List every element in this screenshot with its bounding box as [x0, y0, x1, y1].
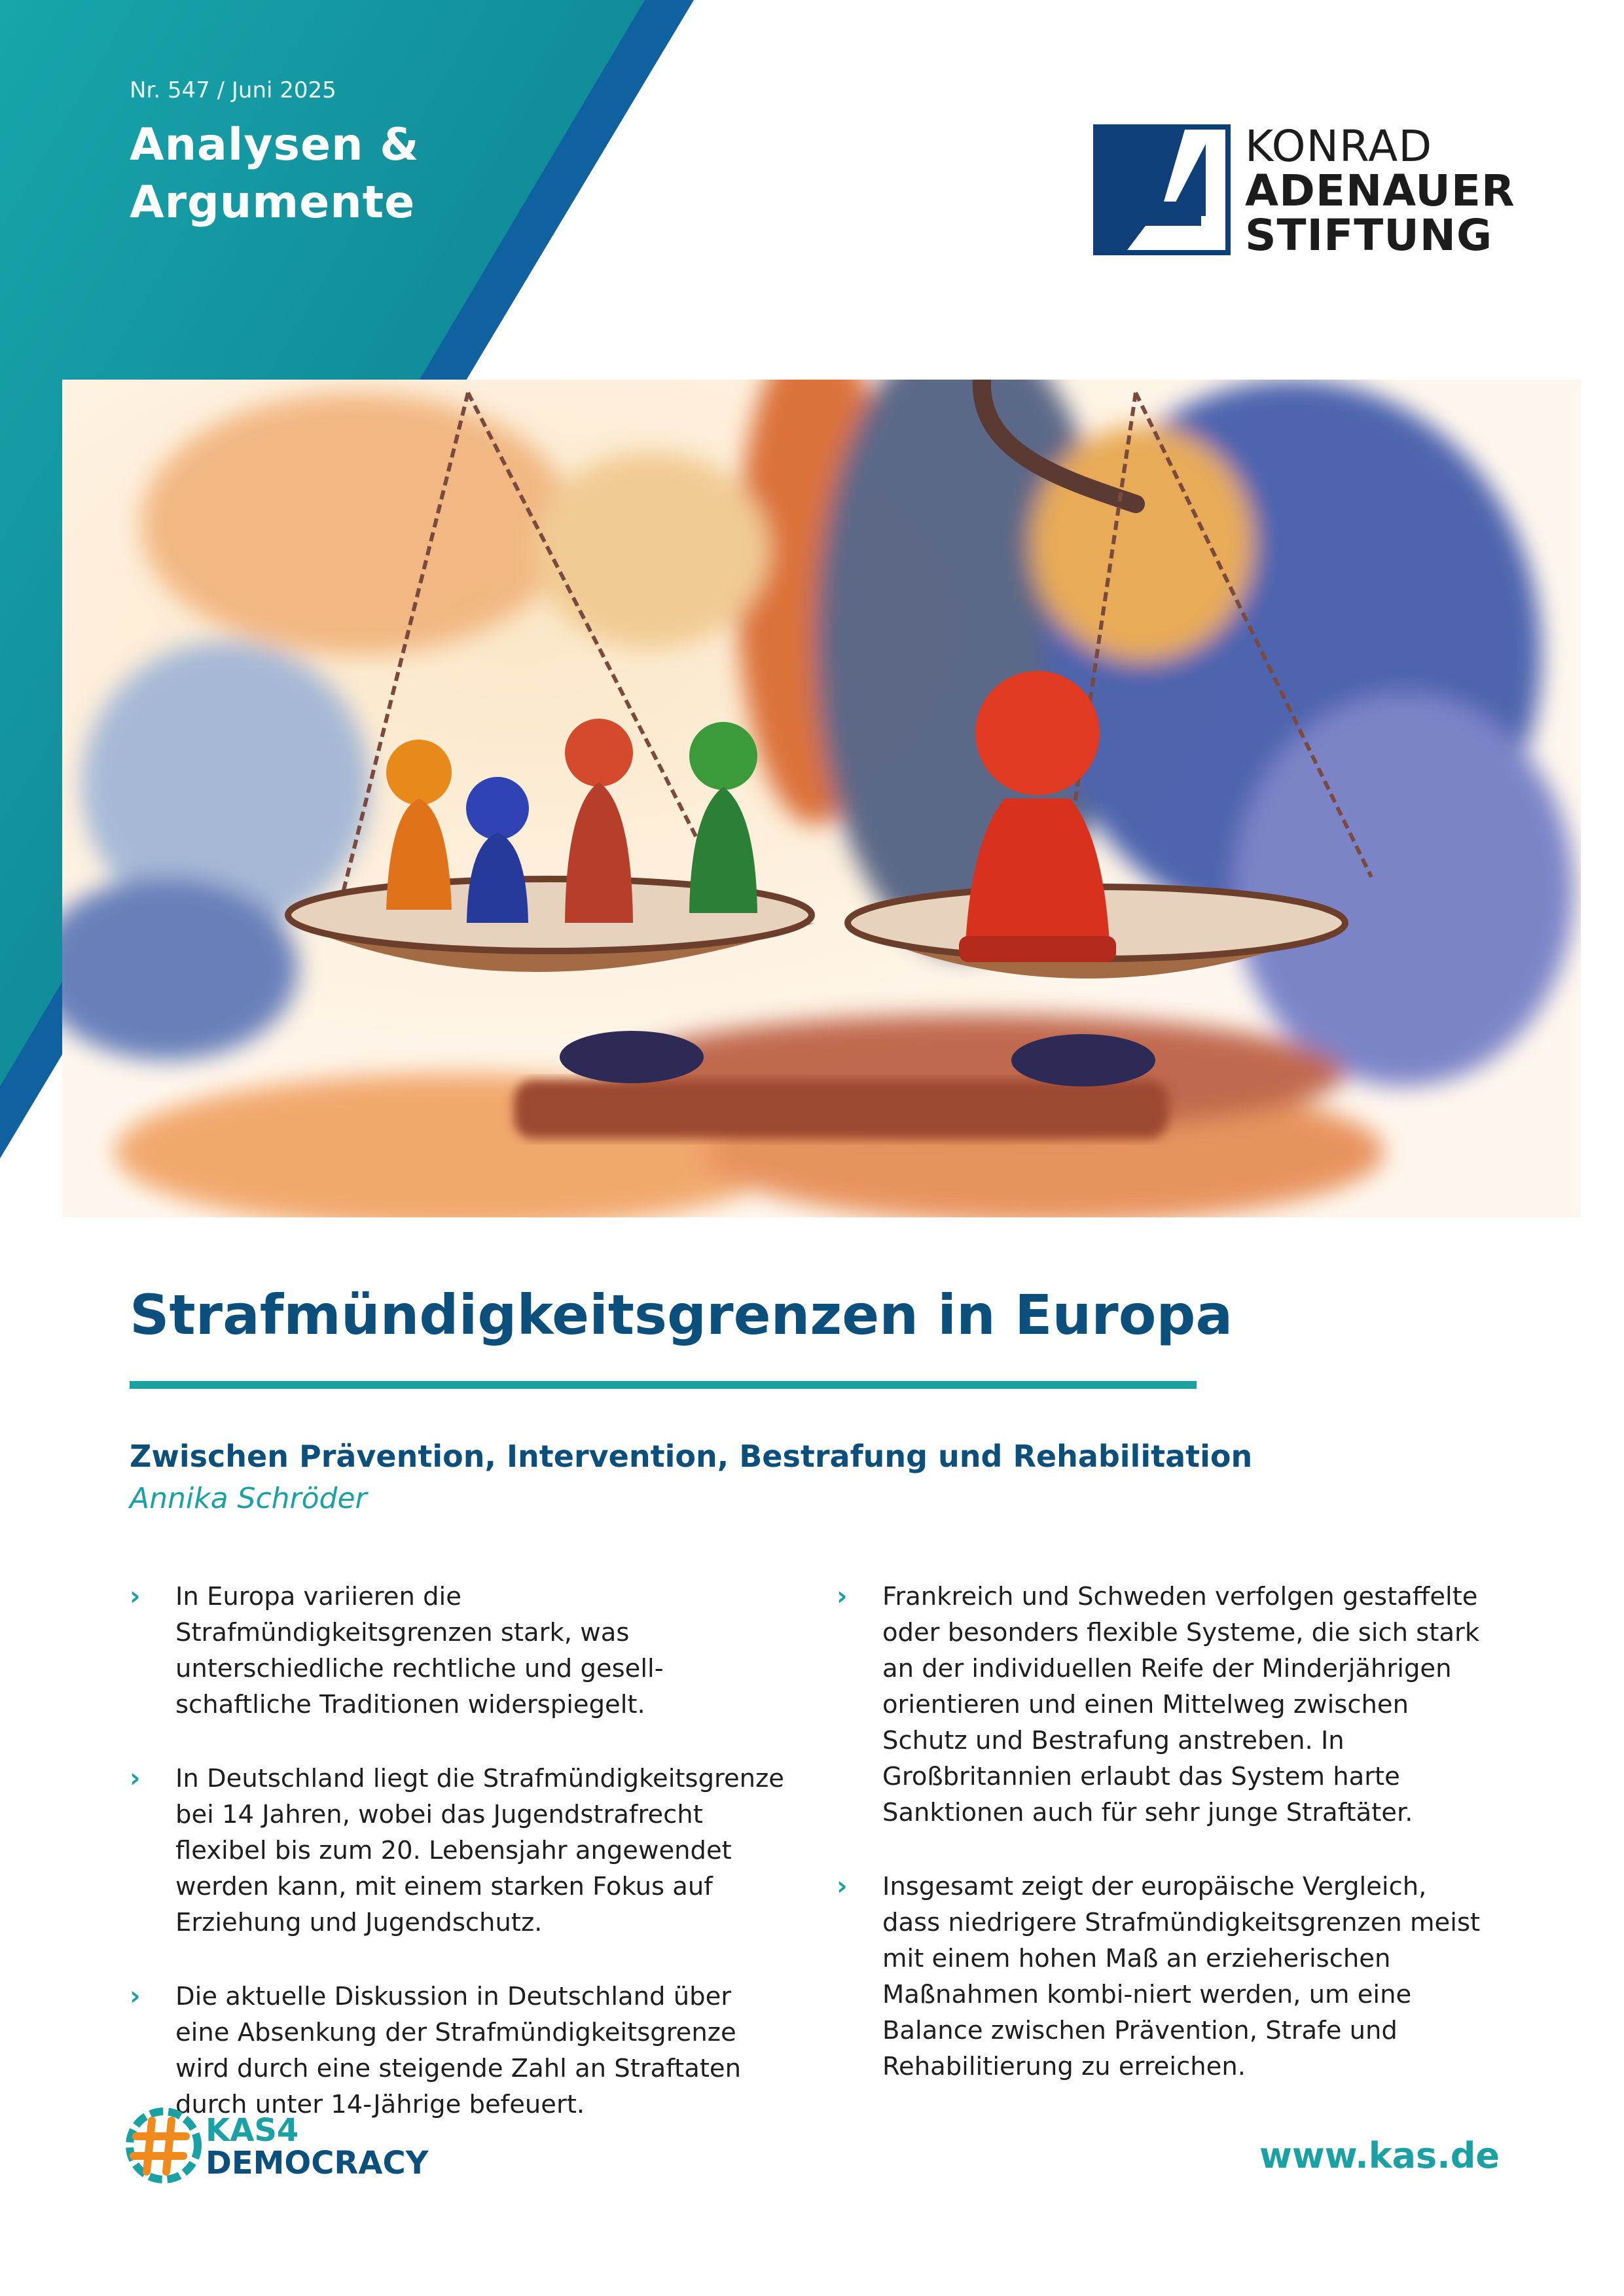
series-title: Analysen & Argumente — [130, 119, 420, 228]
kas-logo[interactable] — [1093, 121, 1515, 260]
kas4democracy-text: KAS4 DEMOCRACY — [206, 2112, 429, 2181]
author: Annika Schröder — [130, 1482, 367, 1515]
list-item: › In Europa variieren die Strafmündigkeitsgrenzen stark, was unterschiedliche rechtliche und gesell-schaftliche Traditionen widerspiegelt. — [130, 1579, 784, 1723]
chevron-right-icon: › — [130, 1581, 141, 1611]
chevron-right-icon: › — [837, 1581, 848, 1611]
chevron-right-icon: › — [130, 1763, 141, 1793]
chevron-right-icon: › — [130, 1981, 141, 2011]
website-link[interactable]: www.kas.de — [1259, 2135, 1500, 2176]
chevron-right-icon: › — [837, 1871, 848, 1901]
hero-illustration — [62, 380, 1581, 1217]
key-points-right — [837, 1579, 1491, 2123]
kas4democracy-logo[interactable] — [124, 2106, 439, 2204]
kas-logo-mark-icon — [1093, 124, 1231, 255]
hashtag-globe-icon — [124, 2106, 203, 2185]
list-item: › Insgesamt zeigt der europäische Vergleich, dass niedrigere Strafmündigkeitsgrenzen meist mit einem hohen Maß an erzieherischen Maßnahmen kombi-niert werden, um eine Balance zwischen Prävention, Strafe und Rehabilitierung zu erreichen. — [837, 1869, 1491, 2085]
list-item: › In Deutschland liegt die Strafmündigkeitsgrenze bei 14 Jahren, wobei das Jugendstrafrecht flexibel bis zum 20. Lebensjahr angewendet werden kann, mit einem starken Fokus auf Erziehung und Jugendschutz. — [130, 1761, 784, 1941]
issue-number: Nr. 547 / Juni 2025 — [130, 77, 336, 103]
key-points-left — [130, 1579, 784, 2161]
subtitle: Zwischen Prävention, Intervention, Bestrafung und Rehabilitation — [130, 1439, 1253, 1474]
title-underline — [130, 1381, 1197, 1389]
list-item: › Die aktuelle Diskussion in Deutschland über eine Absenkung der Strafmündigkeitsgrenze wird durch eine steigende Zahl an Straftaten durch unter 14-Jährige befeuert. — [130, 1979, 784, 2123]
page-title: Strafmündigkeitsgrenzen in Europa — [130, 1283, 1233, 1347]
list-item: › Frankreich und Schweden verfolgen gestaffelte oder besonders flexible Systeme, die sich stark an der individuellen Reife der Minderjährigen orientieren und einen Mittelweg zwischen Schutz und Bestrafung anstreben. In Großbritannien erlaubt das System harte Sanktionen auch für sehr junge Straftäter. — [837, 1579, 1491, 1831]
kas-logo-text: KONRAD ADENAUER STIFTUNG — [1245, 121, 1515, 260]
